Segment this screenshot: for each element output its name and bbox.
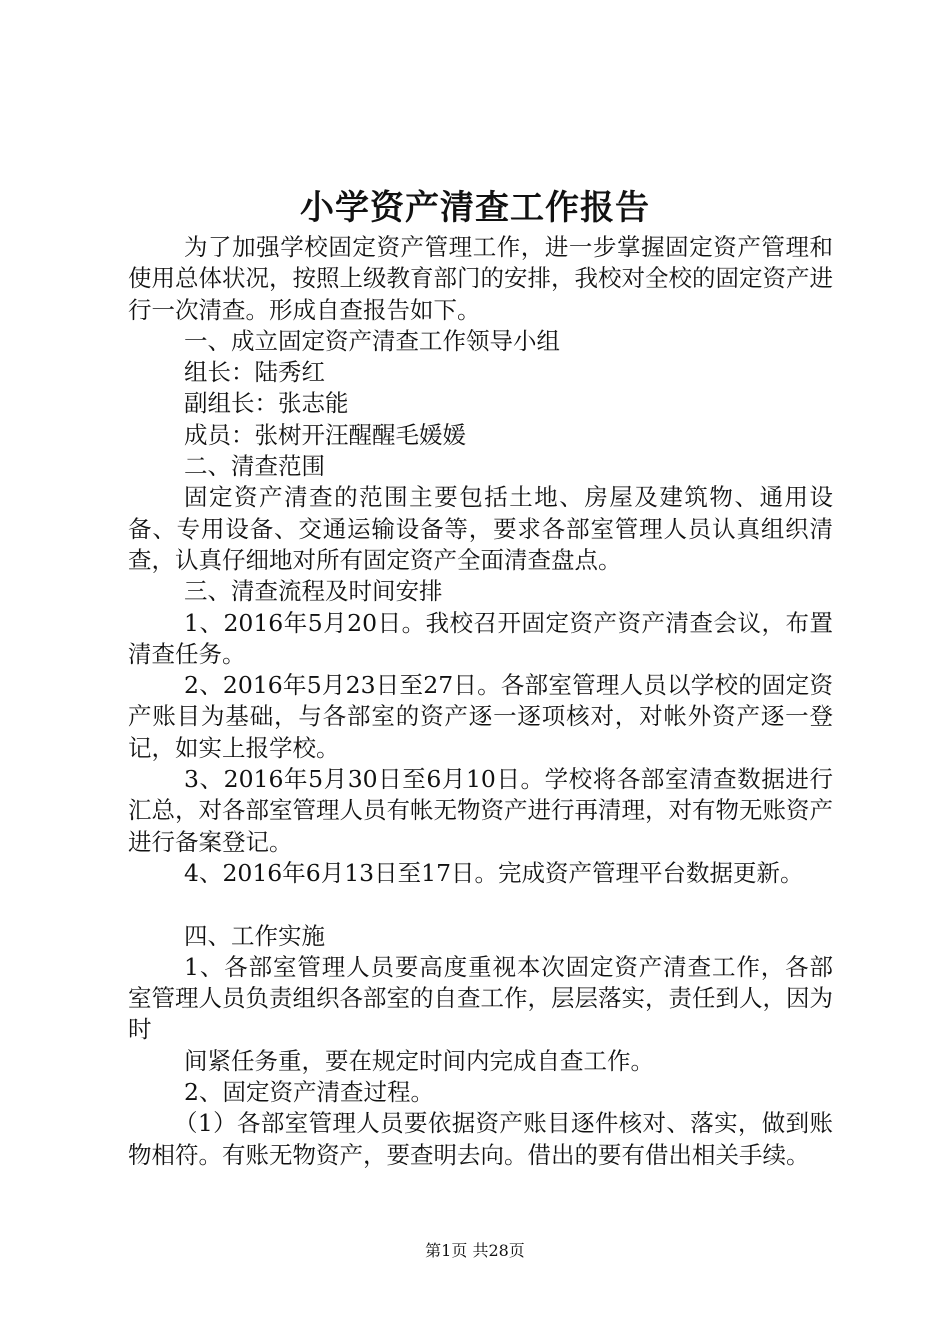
implementation-item-1: 1、各部室管理人员要高度重视本次固定资产清查工作，各部室管理人员负责组织各部室的自查工作，层层落实，责任到人，因为时 bbox=[128, 952, 833, 1044]
section-heading-2: 二、清查范围 bbox=[184, 452, 325, 481]
page-number-footer: 第1页 共28页 bbox=[425, 1241, 525, 1260]
implementation-subitem-1: （1）各部室管理人员要依据资产账目逐件核对、落实，做到账物相符。有账无物资产，要查明去向。借出的要有借出相关手续。 bbox=[128, 1109, 833, 1169]
document-body bbox=[128, 232, 833, 1171]
section-heading-1: 一、成立固定资产清查工作领导小组 bbox=[184, 326, 560, 355]
deputy-leader-line: 副组长：张志能 bbox=[184, 389, 349, 418]
document-title: 小学资产清查工作报告 bbox=[300, 188, 650, 228]
paragraph-scope: 固定资产清查的范围主要包括土地、房屋及建筑物、通用设备、专用设备、交通运输设备等，要求各部室管理人员认真组织清查，认真仔细地对所有固定资产全面清查盘点。 bbox=[128, 483, 833, 574]
section-heading-4: 四、工作实施 bbox=[184, 921, 325, 950]
section-heading-3: 三、清查流程及时间安排 bbox=[184, 577, 443, 606]
members-line: 成员：张树开汪醒醒毛媛媛 bbox=[184, 420, 466, 449]
implementation-item-2: 2、固定资产清查过程。 bbox=[184, 1078, 434, 1107]
schedule-item-3: 3、2016年5月30日至6月10日。学校将各部室清查数据进行汇总，对各部室管理人员有帐无物资产进行再清理，对有物无账资产进行备案登记。 bbox=[128, 765, 833, 856]
schedule-item-4: 4、2016年6月13日至17日。完成资产管理平台数据更新。 bbox=[184, 858, 804, 887]
leader-line: 组长：陆秀红 bbox=[184, 358, 325, 387]
schedule-item-2: 2、2016年5月23日至27日。各部室管理人员以学校的固定资产账目为基础，与各部室的资产逐一逐项核对，对帐外资产逐一登记，如实上报学校。 bbox=[128, 671, 833, 762]
blank-line bbox=[128, 889, 833, 920]
paragraph-intro: 为了加强学校固定资产管理工作，进一步掌握固定资产管理和使用总体状况，按照上级教育部门的安排，我校对全校的固定资产进行一次清查。形成自查报告如下。 bbox=[128, 233, 833, 324]
implementation-item-1-continued: 间紧任务重，要在规定时间内完成自查工作。 bbox=[184, 1046, 654, 1075]
schedule-item-1: 1、2016年5月20日。我校召开固定资产资产清查会议，布置清查任务。 bbox=[128, 608, 833, 668]
